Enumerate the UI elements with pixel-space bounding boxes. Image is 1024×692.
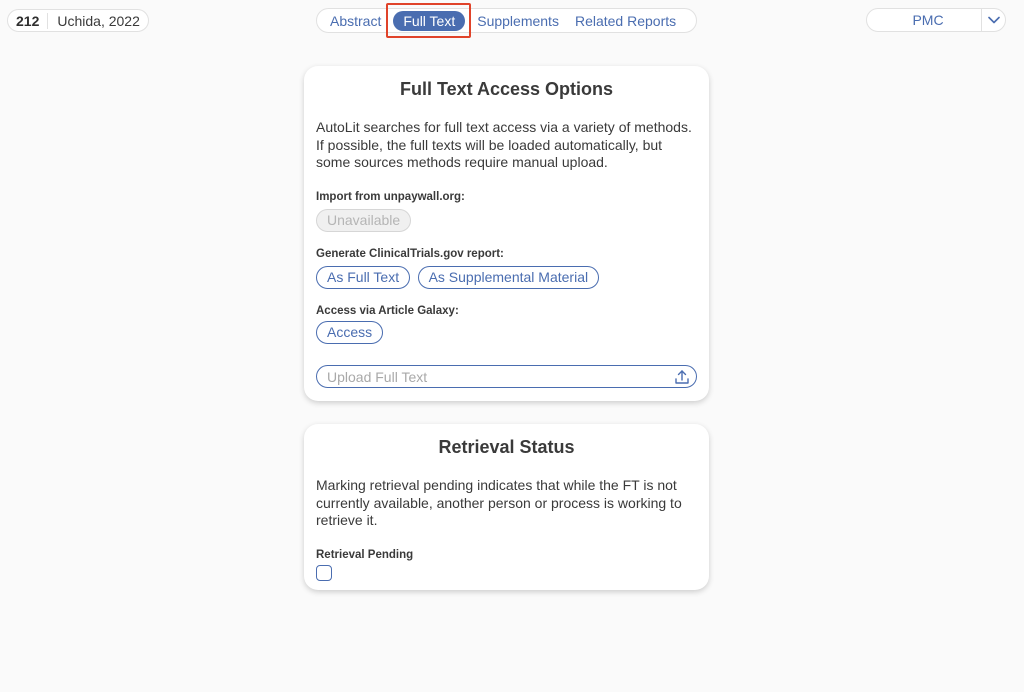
upload-icon[interactable] xyxy=(674,369,690,385)
full-text-access-card xyxy=(304,66,709,401)
view-tabs xyxy=(316,8,697,33)
card-description: AutoLit searches for full text access via a variety of methods. If possible, the full texts will be loaded automatically, but some sources methods require manual upload. xyxy=(316,119,692,170)
article-galaxy-access-button[interactable]: Access xyxy=(316,321,383,344)
record-identifier xyxy=(7,9,149,32)
retrieval-pending-checkbox[interactable] xyxy=(316,565,332,581)
upload-full-text-field[interactable] xyxy=(316,365,697,388)
chevron-down-icon[interactable] xyxy=(981,9,1005,31)
unpaywall-label: Import from unpaywall.org: xyxy=(316,190,465,203)
record-id: 212 xyxy=(16,13,48,29)
as-supplemental-material-button[interactable]: As Supplemental Material xyxy=(418,266,600,289)
source-select[interactable] xyxy=(866,8,1006,32)
as-full-text-button[interactable]: As Full Text xyxy=(316,266,410,289)
card-description: Marking retrieval pending indicates that while the FT is not currently available, another person or process is working to retrieve it. xyxy=(316,477,682,528)
retrieval-pending-label: Retrieval Pending xyxy=(316,548,414,561)
tab-supplements[interactable]: Supplements xyxy=(477,12,559,29)
tab-related-reports[interactable]: Related Reports xyxy=(574,12,677,29)
unpaywall-unavailable-button: Unavailable xyxy=(316,209,411,232)
upload-placeholder: Upload Full Text xyxy=(327,368,428,385)
clinicaltrials-label: Generate ClinicalTrials.gov report: xyxy=(316,247,504,260)
retrieval-status-card xyxy=(304,424,709,590)
card-title: Full Text Access Options xyxy=(399,79,614,99)
record-author-year: Uchida, 2022 xyxy=(57,12,140,29)
card-title: Retrieval Status xyxy=(438,437,575,457)
tab-abstract[interactable]: Abstract xyxy=(330,12,382,29)
article-galaxy-label: Access via Article Galaxy: xyxy=(316,304,459,317)
tab-full-text[interactable]: Full Text xyxy=(393,11,465,31)
source-select-value: PMC xyxy=(912,12,944,28)
